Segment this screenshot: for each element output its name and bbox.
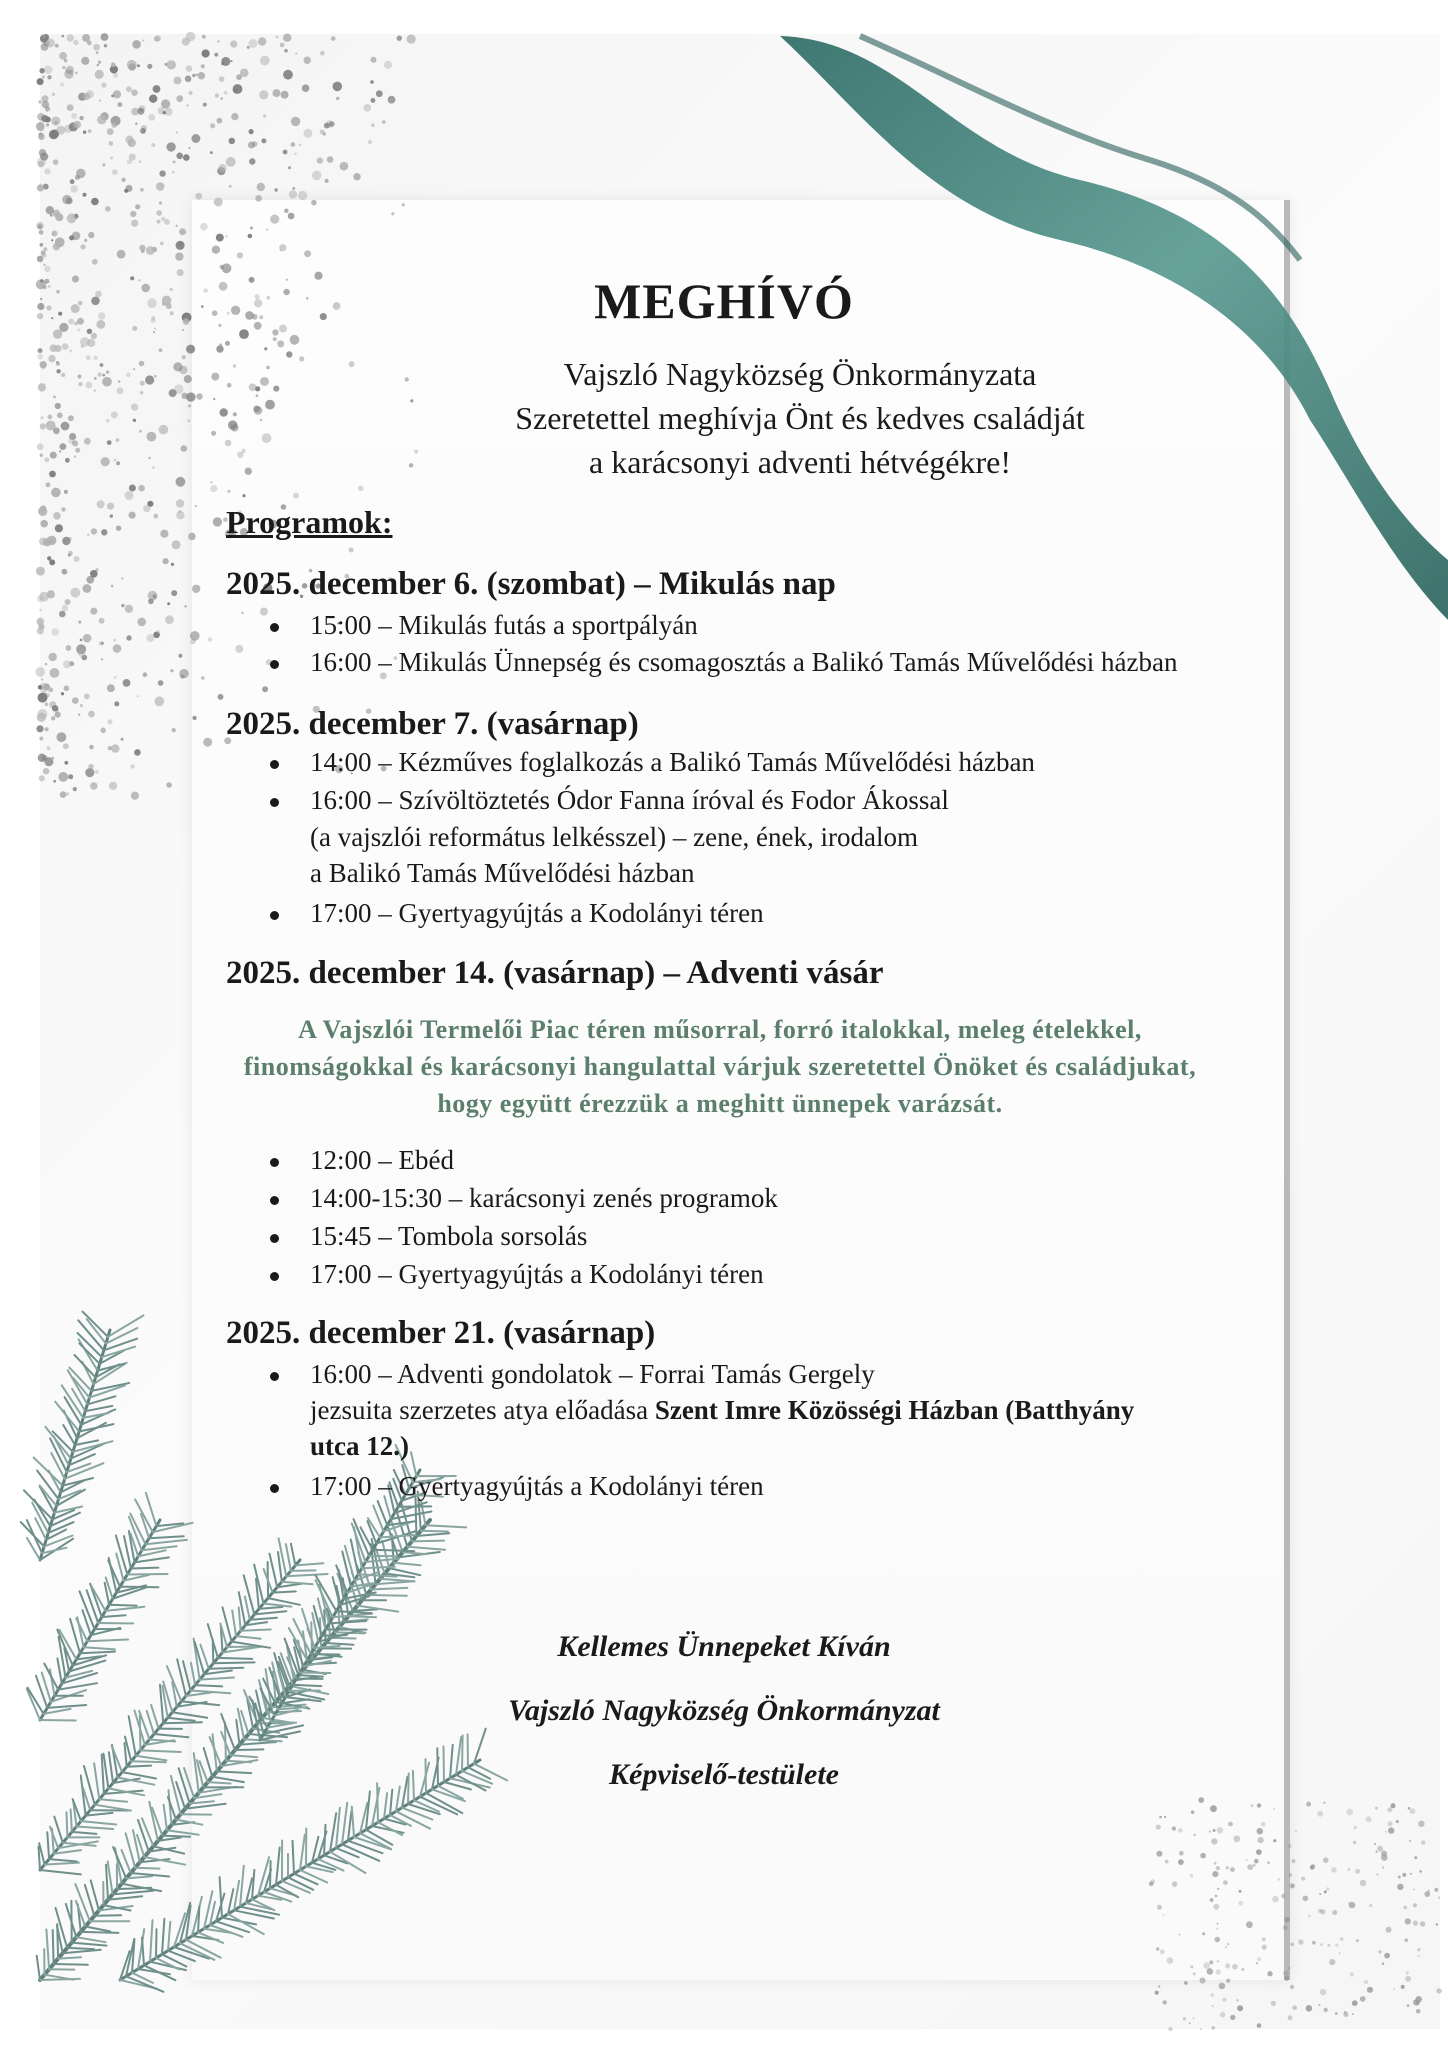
bullet-icon (270, 660, 279, 669)
bullet-icon (270, 760, 279, 769)
day-heading: 2025. december 14. (vasárnap) – Adventi vásár (226, 955, 884, 991)
program-item: 15:45 – Tombola sorsolás (310, 1221, 588, 1251)
program-item: 15:00 – Mikulás futás a sportpályán (310, 610, 698, 640)
bullet-icon (270, 1158, 279, 1167)
venue-text-continuation: utca 12.) (310, 1431, 409, 1461)
bullet-icon (270, 1272, 279, 1281)
venue-text: Szent Imre Közösségi Házban (Batthyány (654, 1395, 1135, 1425)
program-item-continuation: (a vajszlói református lelkésszel) – zene, ének, irodalom (310, 822, 919, 852)
program-item: 14:00 – Kézműves foglalkozás a Balikó Tamás Művelődési házban (310, 747, 1035, 777)
bullet-icon (270, 1484, 279, 1493)
closing-line-3: Képviselő-testülete (609, 1758, 839, 1791)
closing-line-2: Vajszló Nagyközség Önkormányzat (508, 1694, 940, 1727)
program-item: 12:00 – Ebéd (310, 1145, 454, 1175)
day-heading: 2025. december 6. (szombat) – Mikulás nap (226, 566, 836, 602)
market-description-line: A Vajszlói Termelői Piac téren műsorral, forró italokkal, meleg ételekkel, (298, 1015, 1142, 1044)
bullet-icon (270, 798, 279, 807)
bullet-icon (270, 1196, 279, 1205)
day-heading: 2025. december 21. (vasárnap) (226, 1315, 656, 1351)
bullet-icon (270, 623, 279, 632)
intro-line-2: Szeretettel meghívja Önt és kedves családját (515, 400, 1085, 436)
intro-line-3: a karácsonyi adventi hétvégékre! (588, 444, 1011, 480)
program-item-continuation (310, 1395, 1134, 1426)
market-description-line: hogy együtt érezzük a meghitt ünnepek varázsát. (437, 1089, 1003, 1118)
glitter-bottom-right (1149, 1797, 1442, 2031)
program-item-continuation: a Balikó Tamás Művelődési házban (310, 858, 695, 888)
program-item: 16:00 – Adventi gondolatok – Forrai Tamás Gergely (310, 1359, 875, 1389)
day-heading: 2025. december 7. (vasárnap) (226, 706, 639, 742)
programs-label: Programok: (226, 504, 393, 540)
program-item: 16:00 – Mikulás Ünnepség és csomagosztás a Balikó Tamás Művelődési házban (310, 647, 1178, 677)
page-title: MEGHÍVÓ (594, 273, 854, 329)
lecture-text: jezsuita szerzetes atya előadása (310, 1395, 655, 1425)
bullet-icon (270, 911, 279, 920)
closing-line-1: Kellemes Ünnepeket Kíván (557, 1630, 891, 1663)
program-item: 17:00 – Gyertyagyújtás a Kodolányi téren (310, 898, 764, 928)
program-item: 17:00 – Gyertyagyújtás a Kodolányi téren (310, 1471, 764, 1501)
program-item: 14:00-15:30 – karácsonyi zenés programok (310, 1183, 778, 1213)
bullet-icon (270, 1372, 279, 1381)
bullet-icon (270, 1234, 279, 1243)
program-item: 17:00 – Gyertyagyújtás a Kodolányi téren (310, 1259, 764, 1289)
intro-line-1: Vajszló Nagyközség Önkormányzata (563, 356, 1037, 392)
market-description-line: finomságokkal és karácsonyi hangulattal várjuk szeretettel Önöket és családjukat, (243, 1052, 1197, 1081)
program-item: 16:00 – Szívöltöztetés Ódor Fanna íróval és Fodor Ákossal (310, 785, 949, 815)
